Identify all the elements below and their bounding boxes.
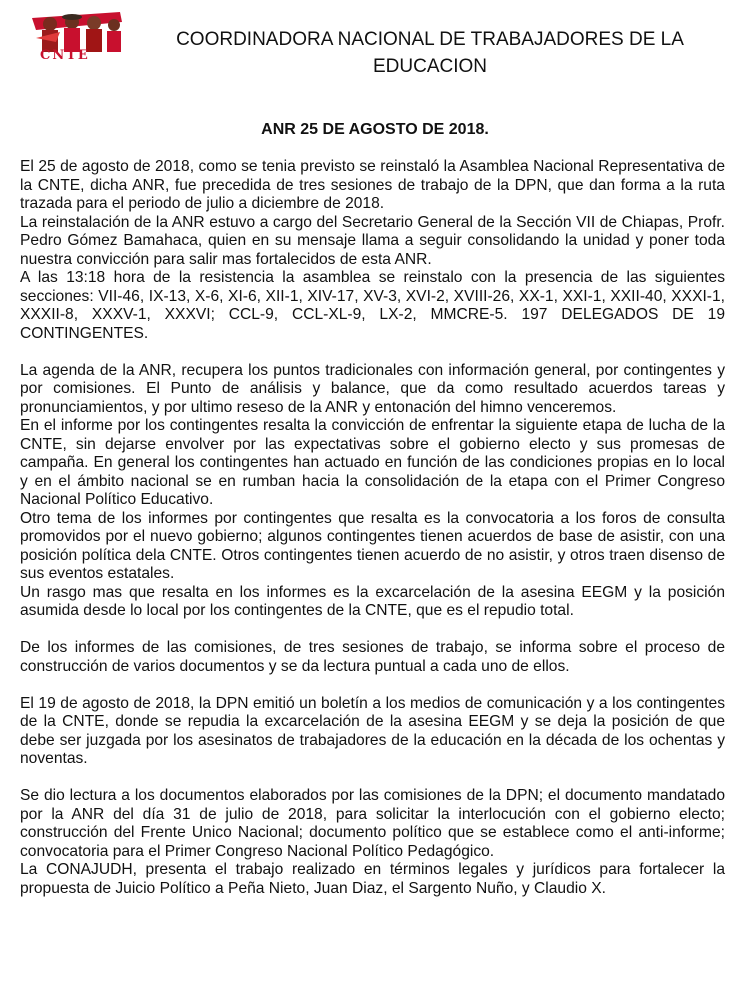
org-line-2: EDUCACION	[372, 56, 487, 77]
org-line-1: COORDINADORA NACIONAL DE TRABAJADORES DE LA	[176, 29, 684, 50]
document-body	[20, 158, 725, 898]
paragraph: Otro tema de los informes por contingentes que resalta es la convocatoria a los foros de consulta promovidos por el nuevo gobierno; algunos contingentes tienen acuerdos de base de asistir, con una posición política dela CNTE. Otros contingentes tienen acuerdo de no asistir, y otros traen disenso de sus eventos estatales.	[20, 509, 725, 582]
organization-name	[145, 26, 715, 80]
paragraph-gap	[20, 621, 725, 640]
paragraph: El 19 de agosto de 2018, la DPN emitió un boletín a los medios de comunicación y a los contingentes de la CNTE, donde se repudia la excarcelación de la asesina EEGM y se deja la posición de que debe ser juzgada por los asesinatos de trabajadores de la educación en la década de los ochentas y noventas.	[20, 694, 725, 767]
logo-text: CNTE	[40, 48, 90, 63]
paragraph: Se dio lectura a los documentos elaborados por las comisiones de la DPN; el documento mandatado por la ANR del día 31 de julio de 2018, para solicitar la interlocución con el gobierno electo; construcción del Frente Unico Nacional; documento político que se establece como el anti-informe; convocatoria para el Primer Congreso Nacional Político Pedagógico.	[20, 787, 725, 860]
paragraph: La CONAJUDH, presenta el trabajo realizado en términos legales y jurídicos para fortalecer la propuesta de Juicio Político a Peña Nieto, Juan Diaz, el Sargento Nuño, y Claudio X.	[20, 861, 725, 897]
paragraph: De los informes de las comisiones, de tres sesiones de trabajo, se informa sobre el proceso de construcción de varios documentos y se da lectura puntual a cada uno de ellos.	[20, 639, 725, 675]
paragraph-gap	[20, 676, 725, 695]
paragraph: Un rasgo mas que resalta en los informes es la excarcelación de la asesina EEGM y la posición asumida desde lo local por los contingentes de la CNTE, que es el repudio total.	[20, 583, 725, 619]
paragraph-gap	[20, 343, 725, 362]
paragraph-gap	[20, 769, 725, 788]
paragraph: La reinstalación de la ANR estuvo a cargo del Secretario General de la Sección VII de Chiapas, Profr. Pedro Gómez Bamahaca, quien en su mensaje llama a seguir consolidando la unidad y poner toda nuestra convicción para salir mas fortalecidos de esta ANR.	[20, 213, 725, 268]
paragraph: La agenda de la ANR, recupera los puntos tradicionales con información general, por contingentes y por comisiones. El Punto de análisis y balance, que da como resultado acuerdos tareas y pronunciamientos, y por ultimo reseso de la ANR y entonación del himno venceremos.	[20, 361, 725, 416]
document-title: ANR 25 DE AGOSTO DE 2018.	[261, 121, 489, 138]
paragraph: A las 13:18 hora de la resistencia la asamblea se reinstalo con la presencia de las siguientes secciones: VII-46, IX-13, X-6, XI-6, XII-1, XIV-17, XV-3, XVI-2, XVIII-26, XX-1, XXI-1, XXII-40, XXXI-1, XXXII-8, XXXV-1, XXXVI; CCL-9, CCL-XL-9, LX-2, MMCRE-5. 197 DELEGADOS DE 19 CONTINGENTES.	[20, 269, 725, 342]
paragraph: El 25 de agosto de 2018, como se tenia previsto se reinstaló la Asamblea Nacional Representativa de la CNTE, dicha ANR, fue precedida de tres sesiones de trabajo de la DPN, que dan forma a la ruta trazada para el periodo de julio a diciembre de 2018.	[20, 158, 725, 212]
paragraph: En el informe por los contingentes resalta la convicción de enfrentar la siguiente etapa de lucha de la CNTE, sin dejarse envolver por las expectativas sobre el gobierno electo y sus promesas de campaña. En general los contingentes han actuado en función de las condiciones propias en lo local y en el ámbito nacional se en rumban hacia la consolidación de la etapa con el Primer Congreso Nacional Político Educativo.	[20, 417, 725, 508]
